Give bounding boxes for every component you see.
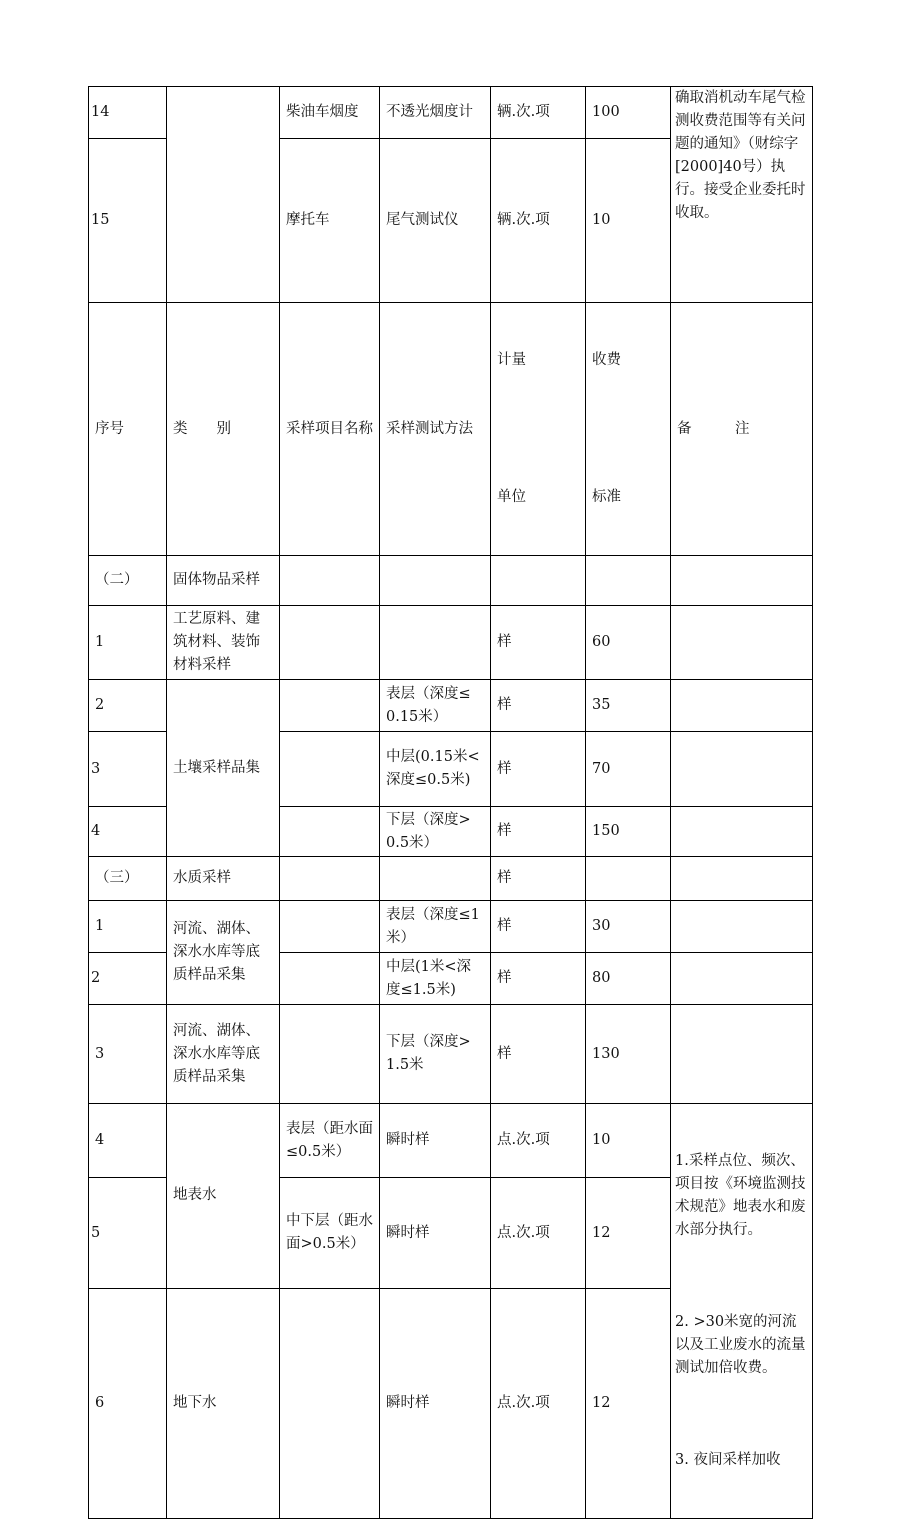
method-cell: 表层（深度≤1米）	[380, 901, 491, 953]
header-fee-line2: 标准	[592, 489, 621, 505]
section-number: （二）	[89, 556, 167, 606]
fee-table	[88, 86, 813, 1519]
unit-cell: 样	[491, 901, 586, 953]
row-number: 1	[89, 901, 167, 953]
method-cell: 尾气测试仪	[380, 139, 491, 303]
fee-cell: 35	[586, 680, 671, 732]
method-cell: 瞬时样	[380, 1104, 491, 1178]
section-title: 水质采样	[167, 857, 280, 901]
fee-cell: 12	[586, 1288, 671, 1518]
fee-cell: 150	[586, 807, 671, 857]
unit-cell: 辆.次.项	[491, 139, 586, 303]
fee-cell: 12	[586, 1178, 671, 1289]
table-row	[89, 1005, 813, 1104]
unit-cell: 样	[491, 1005, 586, 1104]
remark-cell	[671, 1104, 813, 1519]
table-row	[89, 1104, 813, 1178]
table-row	[89, 901, 813, 953]
fee-cell: 30	[586, 901, 671, 953]
header-fee	[586, 303, 671, 556]
unit-cell: 点.次.项	[491, 1104, 586, 1178]
row-number: 3	[89, 732, 167, 807]
category-cell: 河流、湖体、深水水库等底质样品采集	[167, 1005, 280, 1104]
method-cell: 瞬时样	[380, 1288, 491, 1518]
item-cell: 摩托车	[280, 139, 380, 303]
method-cell: 不透光烟度计	[380, 87, 491, 139]
row-number: 1	[89, 606, 167, 680]
fee-cell: 10	[586, 139, 671, 303]
unit-cell: 样	[491, 857, 586, 901]
row-number: 14	[89, 87, 167, 139]
header-unit-line2: 单位	[497, 489, 526, 505]
header-remark: 备 注	[671, 303, 813, 556]
method-cell: 下层（深度>1.5米	[380, 1005, 491, 1104]
unit-cell: 样	[491, 606, 586, 680]
unit-cell: 样	[491, 953, 586, 1005]
fee-cell: 100	[586, 87, 671, 139]
method-cell: 中层(1米<深度≤1.5米)	[380, 953, 491, 1005]
unit-cell: 样	[491, 732, 586, 807]
row-number: 6	[89, 1288, 167, 1518]
remark-paragraph: 3. 夜间采样加收	[675, 1452, 781, 1468]
fee-cell: 60	[586, 606, 671, 680]
section-number: （三）	[89, 857, 167, 901]
fee-cell: 10	[586, 1104, 671, 1178]
fee-cell: 130	[586, 1005, 671, 1104]
category-cell: 地下水	[167, 1288, 280, 1518]
header-method: 采样测试方法	[380, 303, 491, 556]
item-cell: 柴油车烟度	[280, 87, 380, 139]
row-number: 3	[89, 1005, 167, 1104]
unit-cell: 样	[491, 807, 586, 857]
remark-paragraph: 1.采样点位、频次、项目按《环境监测技术规范》地表水和废水部分执行。	[675, 1153, 806, 1238]
header-row	[89, 303, 813, 556]
unit-cell: 点.次.项	[491, 1178, 586, 1289]
unit-cell: 样	[491, 680, 586, 732]
item-cell: 中下层（距水面>0.5米）	[280, 1178, 380, 1289]
category-cell: 工艺原料、建筑材料、装饰材料采样	[167, 606, 280, 680]
category-cell: 地表水	[167, 1104, 280, 1289]
remark-cell: 确取消机动车尾气检测收费范围等有关问题的通知》（财综字[2000]40号）执行。接受企业委托时收取。	[671, 87, 813, 303]
header-unit	[491, 303, 586, 556]
row-number: 2	[89, 680, 167, 732]
header-item: 采样项目名称	[280, 303, 380, 556]
row-number: 2	[89, 953, 167, 1005]
row-number: 15	[89, 139, 167, 303]
section-title: 固体物品采样	[167, 556, 280, 606]
table-row	[89, 680, 813, 732]
row-number: 5	[89, 1178, 167, 1289]
row-number: 4	[89, 807, 167, 857]
header-fee-line1: 收费	[592, 352, 621, 368]
fee-cell: 70	[586, 732, 671, 807]
fee-cell: 80	[586, 953, 671, 1005]
table-row	[89, 87, 813, 139]
unit-cell: 辆.次.项	[491, 87, 586, 139]
unit-cell: 点.次.项	[491, 1288, 586, 1518]
method-cell: 中层(0.15米<深度≤0.5米)	[380, 732, 491, 807]
section-row	[89, 857, 813, 901]
method-cell: 表层（深度≤0.15米）	[380, 680, 491, 732]
category-cell	[167, 87, 280, 303]
item-cell: 表层（距水面≤0.5米）	[280, 1104, 380, 1178]
header-number: 序号	[89, 303, 167, 556]
header-category: 类 别	[167, 303, 280, 556]
category-cell: 河流、湖体、深水水库等底质样品采集	[167, 901, 280, 1005]
row-number: 4	[89, 1104, 167, 1178]
table-row	[89, 606, 813, 680]
section-row	[89, 556, 813, 606]
header-unit-line1: 计量	[497, 352, 526, 368]
method-cell: 下层（深度>0.5米）	[380, 807, 491, 857]
method-cell: 瞬时样	[380, 1178, 491, 1289]
remark-paragraph: 2. >30米宽的河流以及工业废水的流量测试加倍收费。	[675, 1314, 806, 1376]
category-cell: 土壤采样品集	[167, 680, 280, 857]
